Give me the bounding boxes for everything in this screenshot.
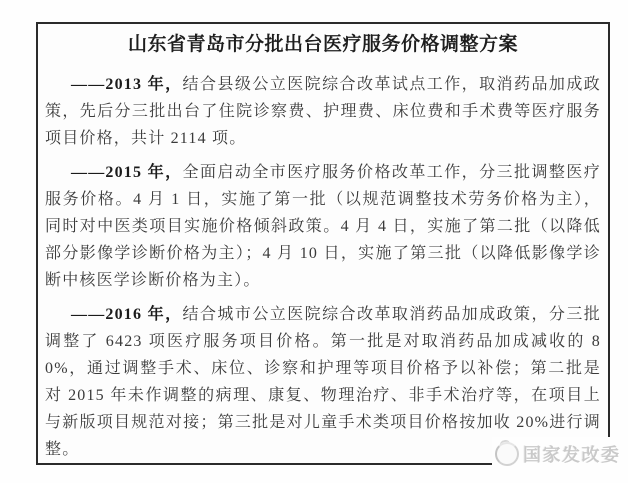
paragraph-2016-text: 结合城市公立医院综合改革取消药品加成政策，分三批调整了 6423 项医疗服务项目价格。第一批是对取消药品加成减收的 80%，通过调整手术、床位、诊察和护理等项目价格予以补偿；第二批是对 2015 年未作调整的病理、康复、物理治疗、非手术治疗等，在项目上与新版项目规范对接；第三批是对儿童手术类项目价格按加收 20%进行调整。: [45, 306, 601, 458]
paragraph-2015-text: 全面启动全市医疗服务价格改革工作，分三批调整医疗服务价格。4 月 1 日，实施了第一批（以规范调整技术劳务价格为主），同时对中医类项目实施价格倾斜政策。4 月 4 日，实施了第二批（以降低部分影像学诊断价格为主）；4 月 10 日，实施了第三批（以降低影像学诊断中核医学诊断价格为主）。: [45, 164, 601, 289]
ndrc-watermark: [492, 437, 624, 471]
ndrc-logo-icon: [495, 442, 519, 466]
paragraph-2013-text: 结合县级公立医院综合改革试点工作，取消药品加成政策，先后分三批出台了住院诊察费、护理费、床位费和手术费等医疗服务项目价格，共计 2114 项。: [45, 76, 601, 147]
paragraph-2013-lead: ——2013 年，: [71, 76, 183, 93]
paragraph-2015: [45, 159, 601, 294]
document-title: 山东省青岛市分批出台医疗服务价格调整方案: [127, 34, 518, 55]
paragraph-2016-lead: ——2016 年，: [71, 306, 183, 323]
document-border-box: [36, 22, 610, 465]
ndrc-watermark-label: 国家发改委: [523, 445, 621, 465]
paragraph-2013: [45, 71, 601, 152]
paragraph-2015-lead: ——2015 年，: [71, 164, 183, 181]
